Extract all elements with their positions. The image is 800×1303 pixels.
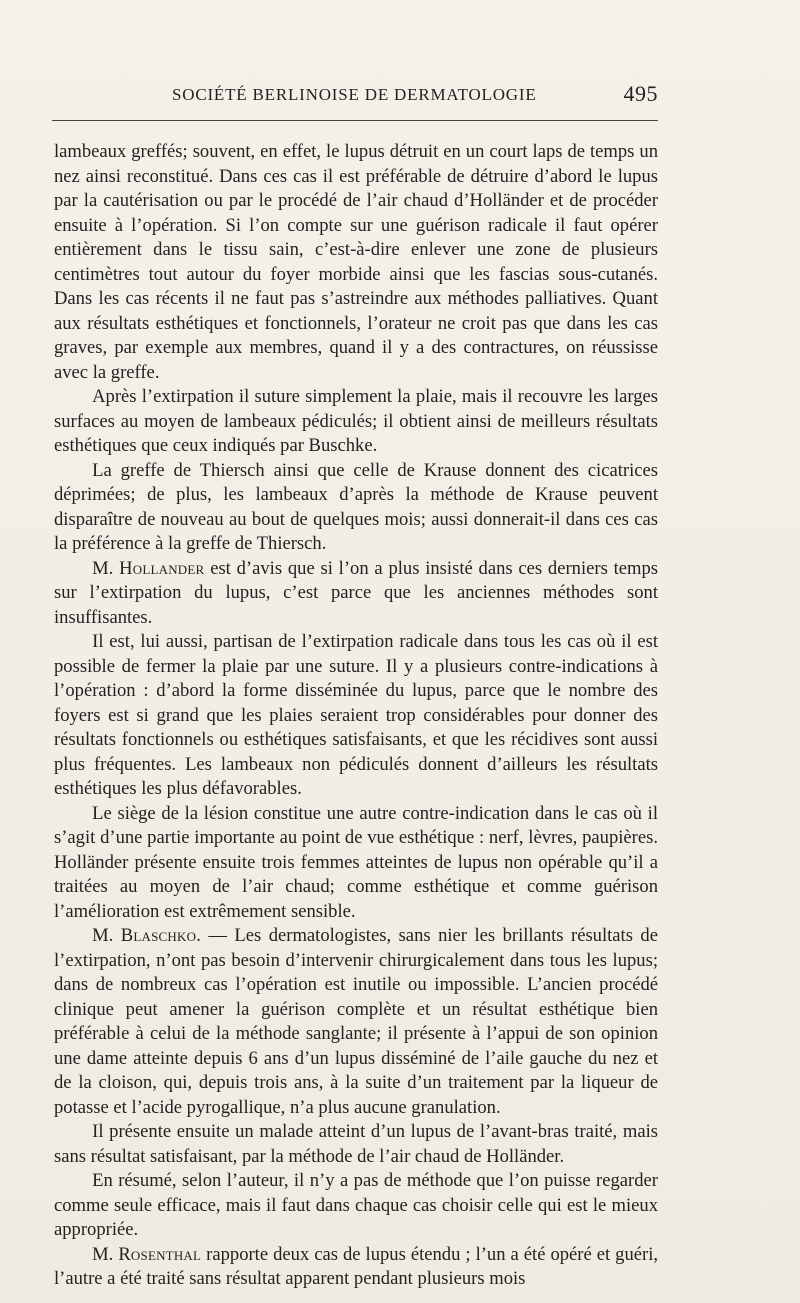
paragraph-2: Après l’extirpation il suture simplement la plaie, mais il recouvre les larges surfaces au moyen de lambeaux pédiculés; il obtient ainsi de meilleurs résultats esthétiques que ceux indiqués par Buschke. [54,386,658,456]
paragraph-8: Il présente ensuite un malade atteint d’un lupus de l’avant-bras traité, mais sans résultat satisfaisant, par la méthode de l’air chaud de Holländer. [54,1121,658,1167]
speaker-name-rosenthal: Rosenthal [118,1243,202,1265]
paragraph-6: Le siège de la lésion constitue une autre contre-indication dans le cas où il s’agit d’une partie importante au point de vue esthétique : nerf, lèvres, paupières. Holländer présente ensuite trois femmes atteintes de lupus non opérable qu’il a traitées au moyen de l’air chaud; comme esthétique et comme guérison l’amélioration est extrêmement sensible. [54,802,658,922]
paragraph-1: lambeaux greffés; souvent, en effet, le lupus détruit en un court laps de temps un nez ainsi reconstitué. Dans ces cas il est préférable de détruire d’abord le lupus par la cautérisation ou par le procédé de l’air chaud d’Holländer et de procéder ensuite à l’opération. Si l’on compte sur une guérison radicale il faut opérer entièrement dans le tissu sain, c’est-à-dire enlever une zone de plusieurs centimètres tout autour du foyer morbide ainsi que les fascias sous-cutanés. Dans les cas récents il ne faut pas s’astreindre aux méthodes palliatives. Quant aux résultats esthétiques et fonctionnels, l’orateur ne croit pas que dans les cas graves, par exemple aux membres, quand il y a des contractures, on réussisse avec la greffe. [54,141,658,383]
speaker-prefix-rosenthal: M. [92,1243,114,1265]
paragraph-9: En résumé, selon l’auteur, il n’y a pas de méthode que l’on puisse regarder comme seule efficace, mais il faut dans chaque cas choisir celle qui est le mieux appropriée. [54,1170,658,1240]
page-number: 495 [623,81,658,106]
speaker-prefix-blaschko: M. [92,925,114,946]
paragraph-7 [54,924,658,1120]
header-rule [52,120,658,121]
paragraph-5: Il est, lui aussi, partisan de l’extirpation radicale dans tous les cas où il est possible de fermer la plaie par une suture. Il y a plusieurs contre-indications à l’opération : d’abord la forme disséminée du lupus, parce que le nombre des foyers est si grand que les plaies seraient trop considérables pour donner des résultats fonctionnels ou esthétiques satisfaisants, et que les récidives sont aussi plus fréquentes. Les lambeaux non pédiculés donnent d’ailleurs les résultats esthétiques les plus défavorables. [54,631,658,799]
paragraph-10-text: rapporte deux cas de lupus étendu ; l’un a été opéré et guéri, l’autre a été traité sans résultat apparent pendant plusieurs mois [54,1243,659,1289]
paragraph-7-text: . — Les dermatologistes, sans nier les brillants résultats de l’extirpation, n’ont pas besoin d’intervenir chirurgicalement dans tous les lupus; dans de nombreux cas l’opération est inutile ou impossible. L’ancien procédé clinique peut amener la guérison complète et un résultat esthétique bien préférable à celui de la méthode sanglante; il présente à l’appui de son opinion une dame atteinte depuis 6 ans d’un lupus disséminé de l’aile gauche du nez et de la cloison, qui, depuis trois ans, à la suite d’un traitement par la liqueur de potasse et l’acide pyrogallique, n’a plus aucune granulation. [54,925,658,1118]
paragraph-4 [54,557,658,631]
speaker-name-blaschko: Blaschko [120,925,197,946]
paragraph-10 [54,1243,658,1292]
body-text [54,140,658,1292]
speaker-prefix-hollander: M. [92,557,114,579]
speaker-name-hollander: Hollander [119,557,205,579]
page-header [52,81,658,109]
running-title: SOCIÉTÉ BERLINOISE DE DERMATOLOGIE [172,85,537,104]
paragraph-4-text: est d’avis que si l’on a plus insisté dans ces derniers temps sur l’extirpation du lupus, c’est parce que les anciennes méthodes sont insuffisantes. [54,557,659,628]
paragraph-3: La greffe de Thiersch ainsi que celle de Krause donnent des cicatrices déprimées; de plus, les lambeaux d’après la méthode de Krause peuvent disparaître de nouveau au bout de quelques mois; aussi donnerait-il dans ces cas la préférence à la greffe de Thiersch. [54,459,658,554]
